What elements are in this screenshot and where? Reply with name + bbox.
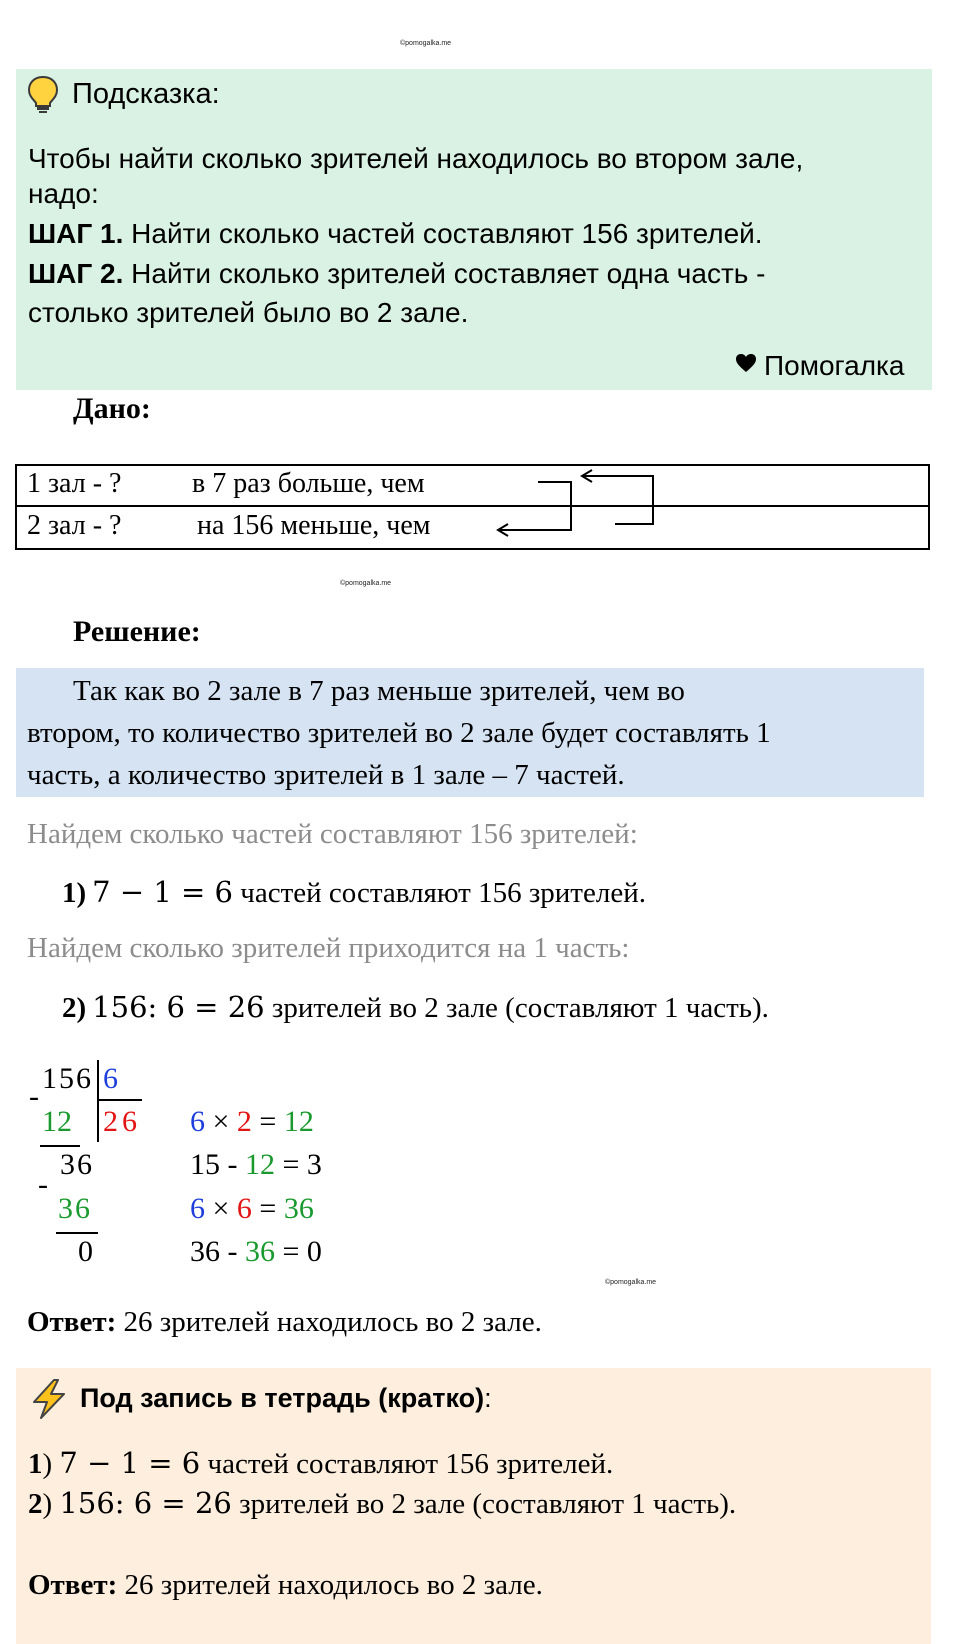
check-2-result: = 3 (275, 1148, 322, 1181)
step-2-formula: 156: 6 = 26 (92, 990, 265, 1024)
check-line-4 (190, 1235, 322, 1269)
row-1-relation: в 7 раз больше, чем (192, 468, 425, 499)
explanation-line-1: Так как во 2 зале в 7 раз меньше зрителей, чем во (73, 675, 685, 707)
minus-sign-2: - (38, 1168, 48, 1201)
check-1-eq: = (251, 1105, 284, 1138)
division-subtrahend-1: 12 (42, 1105, 72, 1138)
notebook-step-1-formula: 7 − 1 = 6 (59, 1446, 201, 1480)
brand-label: Помогалка (764, 350, 905, 381)
watermark-3: ©pomogalka.me (605, 1279, 657, 1286)
notebook-step-2-text: зрителей во 2 зале (составляют 1 часть). (231, 1488, 737, 1520)
explanation-line-2: втором, то количество зрителей во 2 зале будет составлять 1 (27, 717, 771, 749)
division-dividend: 156 (42, 1062, 93, 1095)
notebook-answer-line (28, 1569, 543, 1602)
step-1-number: 1) (62, 877, 87, 909)
check-line-3 (190, 1192, 314, 1226)
notebook-title-line (80, 1383, 492, 1414)
relation-arrows (480, 460, 670, 540)
hint-step-2 (28, 258, 765, 290)
given-title: Дано: (73, 392, 151, 425)
given-table (15, 464, 930, 550)
division-divisor: 6 (103, 1062, 118, 1095)
notebook-step-1-text: частей составляют 156 зрителей. (200, 1448, 614, 1480)
notebook-step-1-number: 1 (28, 1448, 43, 1480)
notebook-step-1 (28, 1446, 613, 1481)
notebook-step-2-formula: 156: 6 = 26 (59, 1486, 232, 1520)
notebook-step-2 (28, 1486, 736, 1521)
notebook-answer-label: Ответ: (28, 1569, 118, 1601)
step-1-formula: 7 − 1 = 6 (92, 875, 233, 909)
division-line-2 (56, 1232, 98, 1234)
check-line-1 (190, 1105, 314, 1139)
check-3-op: × (205, 1192, 237, 1225)
step-2-label: ШАГ 2. (28, 258, 124, 289)
hint-line-5: столько зрителей было во 2 зале. (28, 297, 469, 328)
check-3-eq: = (251, 1192, 284, 1225)
row-2-relation: на 156 меньше, чем (197, 510, 431, 541)
step-2-line (62, 990, 769, 1025)
solution-title: Решение: (73, 615, 201, 648)
check-1-b: 2 (236, 1105, 252, 1138)
division-line-1 (40, 1145, 80, 1147)
answer-text: 26 зрителей находилось во 2 зале. (116, 1306, 542, 1338)
division-divisor-line (99, 1099, 142, 1101)
step-1-line (62, 875, 646, 910)
division-quotient: 26 (103, 1105, 141, 1138)
notebook-colon: : (484, 1383, 492, 1413)
check-1-a: 6 (190, 1105, 205, 1138)
division-remainder-1: 36 (60, 1148, 94, 1181)
hint-line-2: надо: (28, 178, 99, 209)
find-parts-text: Найдем сколько частей составляют 156 зрителей: (27, 818, 638, 850)
heart-icon (735, 353, 757, 373)
check-3-result: 36 (283, 1192, 314, 1225)
watermark-2: ©pomogalka.me (340, 580, 392, 587)
answer-label: Ответ: (27, 1306, 117, 1338)
table-divider (15, 505, 930, 507)
minus-sign-1: - (29, 1080, 39, 1113)
check-4-result: = 0 (275, 1235, 322, 1268)
step-1-label: ШАГ 1. (28, 218, 124, 249)
check-4-b: 36 (245, 1235, 275, 1268)
lightbulb-icon (26, 74, 60, 114)
check-3-b: 6 (236, 1192, 252, 1225)
notebook-title: Под запись в тетрадь (кратко) (80, 1383, 485, 1413)
lightning-icon (28, 1378, 70, 1420)
check-3-a: 6 (190, 1192, 205, 1225)
check-line-2 (190, 1148, 322, 1182)
answer-line (27, 1306, 542, 1339)
step-2-number: 2) (62, 992, 87, 1024)
check-2-a: 15 - (190, 1148, 245, 1181)
check-2-b: 12 (245, 1148, 275, 1181)
find-viewers-text: Найдем сколько зрителей приходится на 1 часть: (27, 932, 630, 964)
step-1-description: частей составляют 156 зрителей. (233, 877, 646, 909)
hint-title: Подсказка: (72, 78, 220, 110)
division-vertical-line (97, 1060, 99, 1142)
step-1-text: Найти сколько частей составляют 156 зрителей. (123, 218, 763, 249)
notebook-step-2-paren: ) (42, 1488, 60, 1520)
check-1-op: × (205, 1105, 237, 1138)
division-remainder-final: 0 (78, 1235, 93, 1268)
watermark: ©pomogalka.me (400, 40, 452, 47)
check-1-result: 12 (283, 1105, 314, 1138)
row-2-name: 2 зал - ? (27, 510, 122, 541)
hint-line-1: Чтобы найти сколько зрителей находилось во втором зале, (28, 143, 804, 174)
step-2-description: зрителей во 2 зале (составляют 1 часть). (264, 992, 769, 1024)
notebook-step-2-number: 2 (28, 1488, 43, 1520)
row-1-name: 1 зал - ? (27, 468, 122, 499)
notebook-step-1-paren: ) (42, 1448, 60, 1480)
explanation-line-3: часть, а количество зрителей в 1 зале – 7 частей. (27, 759, 625, 791)
step-2-text: Найти сколько зрителей составляет одна часть - (123, 258, 766, 289)
hint-step-1 (28, 218, 763, 250)
notebook-answer-text: 26 зрителей находилось во 2 зале. (117, 1569, 543, 1601)
check-4-a: 36 - (190, 1235, 245, 1268)
division-subtrahend-2: 36 (58, 1192, 92, 1225)
